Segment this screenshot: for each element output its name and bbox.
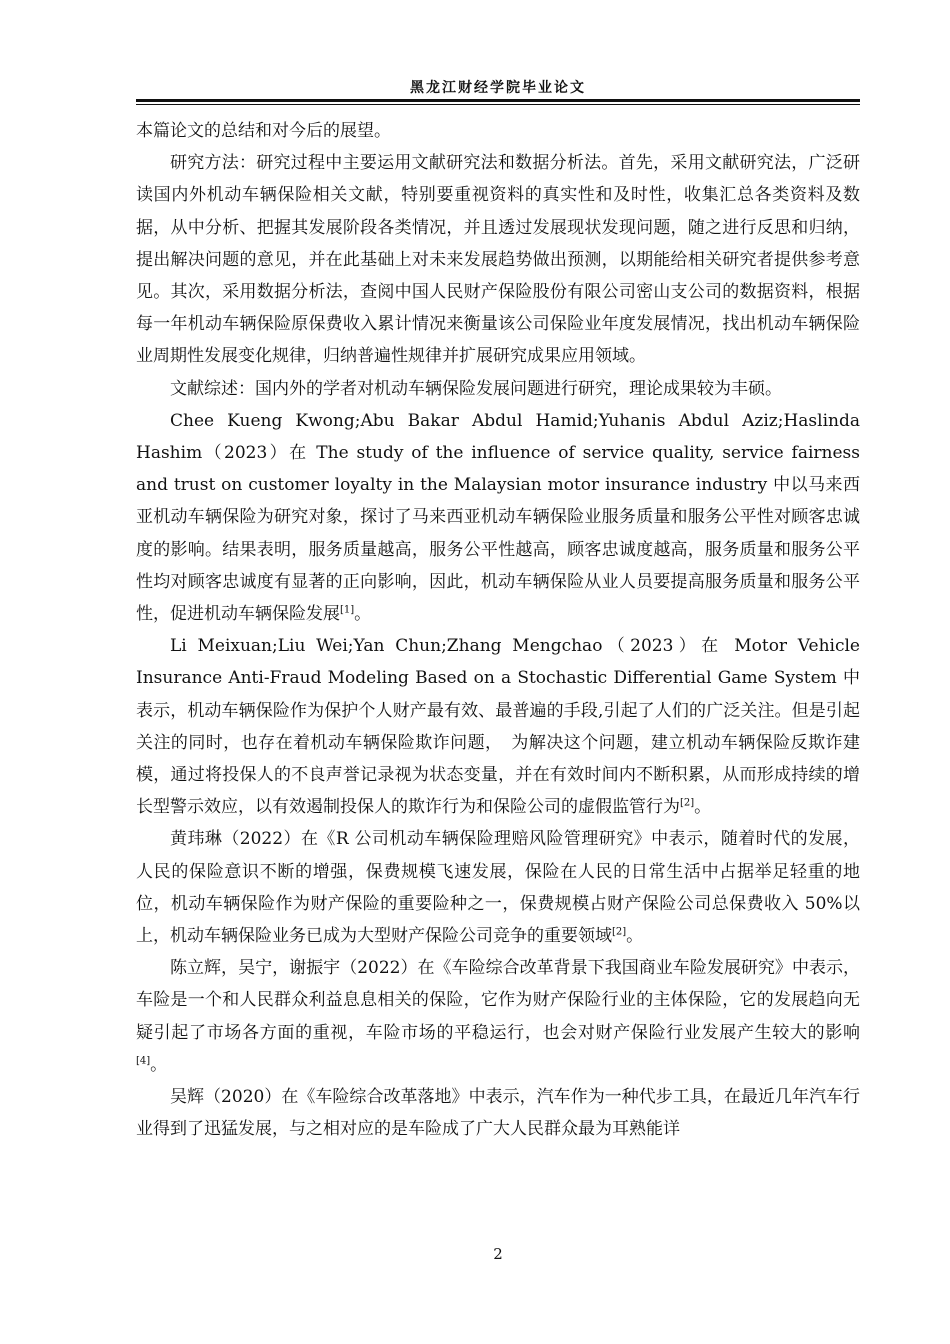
sentence-end: 。	[694, 797, 712, 818]
citation-marker: [4]	[136, 1055, 151, 1067]
sentence-end: 。	[626, 926, 644, 947]
sentence-end: 。	[150, 1054, 168, 1075]
paragraph-literature-review	[136, 373, 860, 405]
running-header: 黑龙江财经学院毕业论文	[410, 80, 586, 96]
paragraph-text: 本篇论文的总结和对今后的展望。	[136, 121, 391, 141]
paragraph-text: 陈立辉，吴宁，谢振宇（2022）在《车险综合改革背景下我国商业车险发展研究》中表示，车险是一个和人民群众利益息息相关的保险，它作为财产保险行业的主体保险，它的发展趋向无疑引起了市场各方面的重视，车险市场的平稳运行，也会对财产保险行业发展产生较大的影响	[136, 958, 860, 1043]
paragraph-huang-2022	[136, 823, 860, 952]
paragraph-li-2023	[136, 630, 860, 823]
paragraph-text: 研究方法：研究过程中主要运用文献研究法和数据分析法。首先，采用文献研究法，广泛研读国内外机动车辆保险相关文献，特别要重视资料的真实性和及时性，收集汇总各类资料及数据，从中分析、把握其发展阶段各类情况，并且透过发展现状发现问题，随之进行反思和归纳，提出解决问题的意见，并在此基础上对未来发展趋势做出预测，以期能给相关研究者提供参考意见。其次，采用数据分析法，查阅中国人民财产保险股份有限公司密山支公司的数据资料，根据每一年机动车辆保险原保费收入累计情况来衡量该公司保险业年度发展情况，找出机动车辆保险业周期性发展变化规律，归纳普遍性规律并扩展研究成果应用领域。	[136, 153, 860, 367]
body-text	[136, 115, 860, 1146]
header-rule-thick	[136, 99, 860, 102]
page-number: 2	[493, 1245, 503, 1263]
header-rule-thin	[136, 104, 860, 105]
paragraph-wu-2020	[136, 1081, 860, 1145]
paragraph-chen-2022	[136, 952, 860, 1081]
paragraph-research-methods	[136, 147, 860, 372]
citation-marker: [2]	[612, 926, 627, 938]
paragraph-text: Li Meixuan;Liu Wei;Yan Chun;Zhang Mengchao（2023）在 Motor Vehicle Insurance Anti-Fraud Modeling Based on a Stochastic Differential Game System 中表示，机动车辆保险作为保护个人财产最有效、最普遍的手段,引起了人们的广泛关注。但是引起关注的同时，也存在着机动车辆保险欺诈问题， 为解决这个问题，建立机动车辆保险反欺诈建模，通过将投保人的不良声誉记录视为状态变量，并在有效时间内不断积累，从而形成持续的增长型警示效应，以有效遏制投保人的欺诈行为和保险公司的虚假监管行为	[136, 636, 860, 818]
paragraph-continuation	[136, 115, 860, 147]
paragraph-text: 黄玮琳（2022）在《R 公司机动车辆保险理赔风险管理研究》中表示，随着时代的发展，人民的保险意识不断的增强，保费规模飞速发展，保险在人民的日常生活中占据举足轻重的地位，机动车辆保险作为财产保险的重要险种之一，保费规模占财产保险公司总保费收入 50%以上，机动车辆保险业务已成为大型财产保险公司竞争的重要领域	[136, 829, 860, 947]
paragraph-text: Chee Kueng Kwong;Abu Bakar Abdul Hamid;Yuhanis Abdul Aziz;Haslinda Hashim（2023）在 The study of the influence of service quality, service fairness and trust on customer loyalty in the Malaysian motor insurance industry 中以马来西亚机动车辆保险为研究对象，探讨了马来西亚机动车辆保险业服务质量和服务公平性对顾客忠诚度的影响。结果表明，服务质量越高，服务公平性越高，顾客忠诚度越高，服务质量和服务公平性均对顾客忠诚度有显著的正向影响，因此，机动车辆保险从业人员要提高服务质量和服务公平性，促进机动车辆保险发展	[136, 410, 860, 625]
paragraph-text: 吴辉（2020）在《车险综合改革落地》中表示，汽车作为一种代步工具，在最近几年汽车行业得到了迅猛发展，与之相对应的是车险成了广大人民群众最为耳熟能详	[136, 1087, 860, 1140]
sentence-end: 。	[354, 604, 372, 625]
citation-marker: [2]	[680, 797, 695, 809]
paragraph-kwong-2023	[136, 405, 860, 630]
paragraph-text: 文献综述：国内外的学者对机动车辆保险发展问题进行研究，理论成果较为丰硕。	[170, 378, 782, 399]
citation-marker: [1]	[340, 604, 355, 616]
